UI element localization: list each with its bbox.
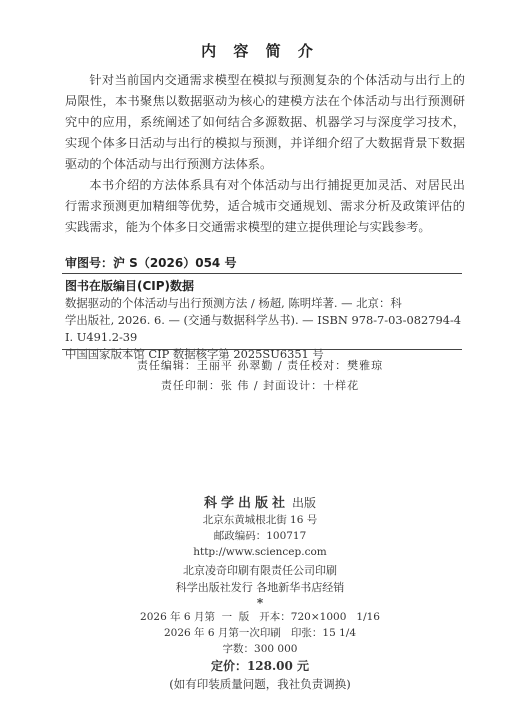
publication-imprint [0, 494, 520, 693]
publisher-address: 北京东黄城根北街 16 号 [202, 514, 318, 526]
cip-line-1: 数据驱动的个体活动与出行预测方法 / 杨超, 陈明垟著. — 北京：科 [65, 296, 402, 310]
edition-info: 2026 年 6 月第 一 版 开本：720×1000 1/16 [140, 611, 380, 623]
printing-info: 2026 年 6 月第一次印刷 印张：15 1/4 [163, 627, 357, 639]
separator-star: * [256, 596, 264, 610]
divider-bottom [62, 349, 462, 350]
cip-data [65, 295, 463, 363]
content-summary [65, 70, 465, 238]
cip-line-2: 学出版社, 2026. 6. — (交通与数据科学丛书). — ISBN 978-7-03-082794-4 [65, 313, 462, 327]
cip-heading: 图书在版编目(CIP)数据 [65, 279, 195, 293]
postcode: 邮政编码：100717 [213, 530, 307, 542]
page-title: 内 容 简 介 [201, 42, 319, 60]
summary-paragraph-1: 针对当前国内交通需求模型在模拟与预测复杂的个体活动与出行上的局限性，本书聚焦以数据驱动为核心的建模方法在个体活动与出行预测研究中的应用，系统阐述了如何结合多源数据、机器学习与深度学习技术，实现个体多日活动与出行的模拟与预测，并详细介绍了大数据背景下数据驱动的个体活动与出行预测方法体系。 [65, 73, 465, 171]
editorial-credits [0, 356, 520, 396]
quality-notice: (如有印装质量问题，我社负责调换) [169, 677, 351, 691]
divider-top [62, 273, 462, 274]
map-review-number: 审图号：沪 S（2026）054 号 [65, 256, 237, 270]
publisher-suffix: 出版 [292, 496, 317, 510]
cip-line-4: 中国国家版本馆 CIP 数据核字第 2025SU6351 号 [65, 347, 324, 361]
publisher-line [0, 494, 520, 512]
publisher-logo: 科学出版社 [203, 496, 289, 511]
cip-line-3: Ⅰ. U491.2-39 [65, 330, 138, 344]
printer: 北京凌奇印刷有限责任公司印刷 [183, 564, 337, 577]
distribution: 科学出版社发行 各地新华书店经销 [175, 581, 345, 594]
summary-paragraph-2: 本书介绍的方法体系具有对个体活动与出行捕捉更加灵活、对居民出行需求预测更加精细等优势，适合城市交通规划、需求分析及政策评估的实践需求，能为个体多日交通需求模型的建立提供理论与实践参考。 [65, 178, 465, 234]
credits-line-2: 责任印制：张 伟 / 封面设计：十样花 [160, 379, 360, 392]
website: http://www.sciencep.com [193, 546, 327, 558]
price: 定价：128.00 元 [210, 659, 310, 673]
word-count: 字数：300 000 [222, 643, 298, 655]
credits-line-1: 责任编辑：王丽平 孙翠勤 / 责任校对：樊雅琼 [136, 359, 384, 372]
